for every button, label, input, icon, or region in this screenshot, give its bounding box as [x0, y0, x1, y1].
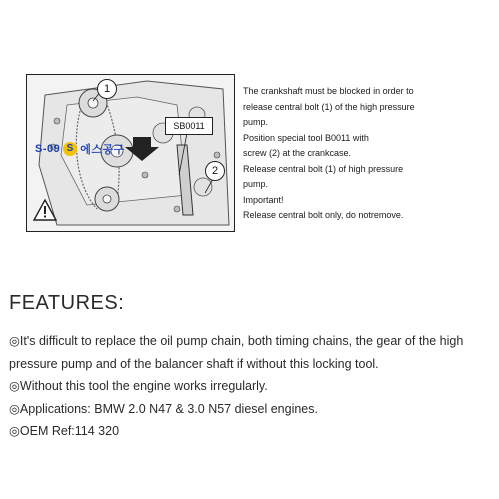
instruction-line: Position special tool B0011 with — [243, 132, 369, 143]
engine-diagram — [26, 74, 235, 232]
instruction-line: pump. — [243, 117, 269, 127]
instruction-line: release central bolt (1) of the high pressure — [243, 101, 415, 112]
instruction-line: The crankshaft must be blocked in order to — [243, 86, 414, 96]
instruction-line: Release central bolt only, do notremove. — [243, 210, 404, 220]
warning-icon — [33, 199, 57, 221]
instruction-line: pump. — [243, 179, 269, 189]
instruction-line: Release central bolt (1) of high pressure — [243, 163, 404, 174]
feature-item: pressure pump and of the balancer shaft if without this locking tool. — [9, 356, 379, 371]
watermark-badge: S — [63, 142, 77, 156]
feature-item: ◎It's difficult to replace the oil pump chain, both timing chains, the gear of the high — [9, 334, 464, 348]
watermark-prefix: S-09 — [35, 143, 61, 155]
watermark — [35, 141, 125, 157]
callout-2: 2 — [205, 161, 225, 181]
features-list — [9, 330, 491, 443]
callout-1: 1 — [97, 79, 117, 99]
feature-item: ◎Applications: BMW 2.0 N47 & 3.0 N57 diesel engines. — [9, 401, 318, 416]
instruction-line: screw (2) at the crankcase. — [243, 148, 352, 158]
feature-item: ◎OEM Ref:114 320 — [9, 424, 120, 438]
tool-label: SB0011 — [165, 117, 213, 135]
instruction-text — [243, 84, 443, 224]
instruction-line: Important! — [243, 194, 284, 205]
feature-item: ◎Without this tool the engine works irregularly. — [9, 379, 268, 393]
watermark-suffix: 에스공구 — [80, 144, 125, 156]
features-heading: FEATURES: — [9, 292, 125, 314]
